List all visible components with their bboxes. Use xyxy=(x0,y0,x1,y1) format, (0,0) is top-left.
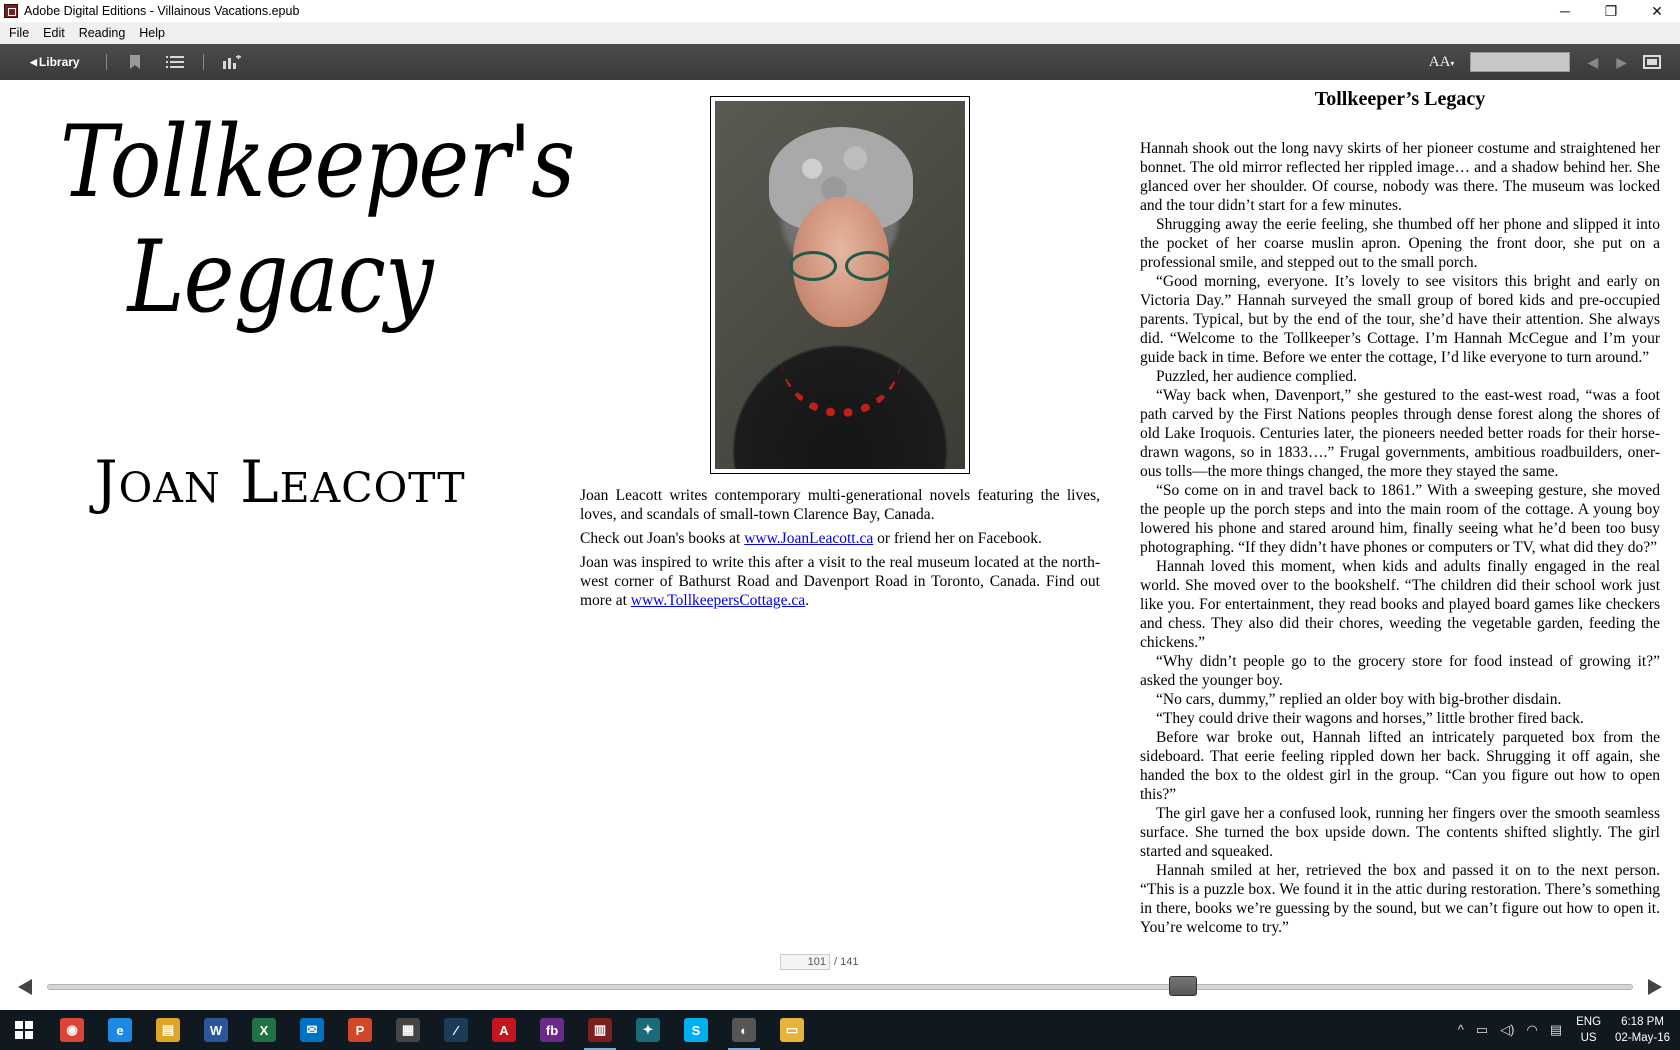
chapter-paragraph: The girl gave her a confused look, running her fingers over the smooth seamless surface. She turned the box upside down. The contents shifted slightly. The girl started and squeaked. xyxy=(1140,805,1660,860)
bio-text: Joan was inspired to write this after a visit to the real museum located at the north-west corner of Bathurst Road and Davenport Road in Toronto, Canada. Find out more at xyxy=(580,554,1100,609)
author-bio xyxy=(580,486,1100,615)
toolbar-separator xyxy=(203,54,204,70)
skype-icon: S xyxy=(684,1018,708,1042)
search-input[interactable] xyxy=(1470,52,1570,72)
calculator-taskbar-button[interactable] xyxy=(384,1010,432,1050)
minimize-button[interactable]: ─ xyxy=(1560,3,1570,19)
battery-icon[interactable]: ▭ xyxy=(1475,1022,1489,1037)
stock-chart-taskbar-button[interactable] xyxy=(432,1010,480,1050)
reader-toolbar xyxy=(0,44,1680,80)
outlook-icon: ✉ xyxy=(300,1018,324,1042)
bio-text: Check out Joan's books at xyxy=(580,530,745,547)
digital-editions-icon: ▥ xyxy=(588,1018,612,1042)
taskbar-apps xyxy=(48,1010,816,1050)
previous-page-icon[interactable] xyxy=(18,979,32,995)
chapter-paragraph: Hannah shook out the long navy skirts of her pioneer costume and straightened her bonnet. The old mirror reflected her rippled image… and a shadow behind her. She glanced over her shoulder. Of course, nobody was there. The museum was locked and the tour didn’t start for a few minutes. xyxy=(1140,140,1660,214)
menu-help[interactable]: Help xyxy=(139,26,165,40)
dragonfly-taskbar-button[interactable] xyxy=(624,1010,672,1050)
cover-title-line-2: Legacy xyxy=(127,220,433,335)
bio-text: . xyxy=(805,592,810,609)
chapter-paragraph: Before war broke out, Hannah lifted an intricately parqueted box from the sideboard. That eerie feeling rippled down her back. Shrugging it off again, she handed the box to the oldest girl in the group. “Can you figure out how to open this?” xyxy=(1140,729,1660,803)
excel-taskbar-button[interactable] xyxy=(240,1010,288,1050)
file-explorer-icon: ▤ xyxy=(156,1018,180,1042)
joanleacott-link[interactable]: www.JoanLeacott.ca xyxy=(744,530,874,547)
chrome-taskbar-button[interactable] xyxy=(48,1010,96,1050)
chapter-paragraph: Puzzled, her audience complied. xyxy=(1156,368,1357,385)
powerpoint-icon: P xyxy=(348,1018,372,1042)
language-code: ENG xyxy=(1576,1016,1602,1028)
menu-reading[interactable]: Reading xyxy=(78,26,126,40)
menu-file[interactable]: File xyxy=(9,26,30,40)
author-portrait xyxy=(715,101,965,469)
page-slider-track[interactable] xyxy=(47,984,1633,990)
chapter-paragraph: Hannah smiled at her, retrieved the box and passed it on to the next person. “This is a puzzle box. We found it in the attic during restoration. There’s something in there, books we’re guessing by the sound, but we can’t figure out how to open it. You’re welcome to try.” xyxy=(1140,862,1660,936)
chevron-up-icon[interactable]: ^ xyxy=(1457,1022,1464,1037)
title-bar xyxy=(0,0,1680,22)
page-number-input[interactable]: 101 xyxy=(780,954,830,970)
digital-editions-app-icon xyxy=(4,4,18,18)
close-button[interactable]: ✕ xyxy=(1651,2,1663,19)
chart-plus-icon[interactable] xyxy=(222,52,242,72)
notification-icon[interactable]: ▤ xyxy=(1549,1022,1563,1037)
chapter-paragraph: Hannah loved this moment, when kids and adults finally engaged in the real world. She moved over to the bookshelf. “The children did their school work just like you. For entertainment, they read books and played board games like checkers and chess. They also did their chores, weeding the vegetable garden, feeding the chickens.” xyxy=(1140,558,1660,651)
author-photo xyxy=(710,96,970,474)
library-label: Library xyxy=(38,55,80,69)
edge-taskbar-button[interactable] xyxy=(96,1010,144,1050)
language-indicator[interactable] xyxy=(1576,1014,1601,1046)
chapter-paragraph: “Good morning, everyone. It’s lovely to see visitors this bright and early on Victoria Day.” Hannah surveyed the small group of bored kids and pre-occupied parents. Typical, but by the end of the tour, she’d have their attention. She always did. “Welcome to the Tollkeeper’s Cottage. I’m Hannah McCegue and I’m your guide back in time. Before we enter the cottage, I’d like everyone to turn around.” xyxy=(1140,273,1660,366)
fb-app-icon: fb xyxy=(540,1018,564,1042)
windows-taskbar xyxy=(0,1010,1680,1050)
page-slider-thumb[interactable] xyxy=(1169,976,1197,996)
bio-text: or friend her on Facebook. xyxy=(873,530,1042,547)
bio-paragraph xyxy=(580,529,1100,548)
chapter-paragraph: “Why didn’t people go to the grocery store for food instead of growing it?” asked the younger boy. xyxy=(1140,653,1660,689)
bio-paragraph xyxy=(580,553,1100,610)
clock-time: 6:18 PM xyxy=(1621,1016,1664,1028)
start-button[interactable] xyxy=(0,1010,48,1050)
skype-taskbar-button[interactable] xyxy=(672,1010,720,1050)
word-icon: W xyxy=(204,1018,228,1042)
region-code: US xyxy=(1580,1032,1597,1044)
dragonfly-icon: ✦ xyxy=(636,1018,660,1042)
edge-icon: e xyxy=(108,1018,132,1042)
powerpoint-taskbar-button[interactable] xyxy=(336,1010,384,1050)
menu-bar xyxy=(0,22,1680,44)
restore-button[interactable]: ❐ xyxy=(1604,2,1618,19)
excel-icon: X xyxy=(252,1018,276,1042)
reading-pane xyxy=(0,80,1680,960)
file-explorer-taskbar-button[interactable] xyxy=(144,1010,192,1050)
monitor-app-icon: ◐ xyxy=(732,1018,756,1042)
calculator-icon: ▦ xyxy=(396,1018,420,1042)
font-size-button[interactable] xyxy=(1429,54,1455,71)
chevron-down-icon: ▾ xyxy=(1450,58,1455,68)
font-size-label: AA xyxy=(1428,53,1451,70)
tray-icons xyxy=(1452,1022,1568,1038)
chapter-paragraph: “So come on in and travel back to 1861.” With a sweeping gesture, she moved the people up the porch steps and into the main room of the cottage. A young boy lowered his phone and stared around him, finally seeing what he’d been too busy photographing. “If they didn’t have phones or computers or TV, what did they do?” xyxy=(1140,482,1660,556)
clock-date: 02-May-16 xyxy=(1615,1032,1670,1044)
folder-icon: ▭ xyxy=(780,1018,804,1042)
portrait-glasses xyxy=(789,251,893,277)
fb-app-taskbar-button[interactable] xyxy=(528,1010,576,1050)
folder-taskbar-button[interactable] xyxy=(768,1010,816,1050)
chapter-paragraph: Shrugging away the eerie feeling, she thumbed off her phone and slipped it into the pocket of her coarse muslin apron. Opening the front door, she put on a professional smile, and stepped out to the small porch. xyxy=(1140,216,1660,271)
chrome-icon: ◉ xyxy=(60,1018,84,1042)
cover-title xyxy=(60,105,575,335)
next-result-icon[interactable]: ▶ xyxy=(1616,53,1627,70)
toolbar-separator xyxy=(106,54,107,70)
digital-editions-taskbar-button[interactable] xyxy=(576,1010,624,1050)
stock-chart-icon: ∕ xyxy=(444,1018,468,1042)
clock[interactable] xyxy=(1615,1014,1670,1046)
outlook-taskbar-button[interactable] xyxy=(288,1010,336,1050)
cover-title-line-1: Tollkeeper's xyxy=(60,105,575,220)
page-total: / 141 xyxy=(834,956,859,968)
acrobat-taskbar-button[interactable] xyxy=(480,1010,528,1050)
chapter-paragraph: “Way back when, Davenport,” she gestured to the east-west road, “was a foot path carved by the First Nations peoples through dense forest along the shores of old Lake Iroquois. Centuries later, the pioneers needed better roads for their horse-drawn wagons, so in 1833….” Frugal governments, ambitious roadbuilders, oner-ous tolls—the more things changed, the more they stayed the same. xyxy=(1140,387,1660,480)
tollkeeperscottage-link[interactable]: www.TollkeepersCottage.ca xyxy=(630,592,806,609)
cover-author: Joan Leacott xyxy=(94,448,466,516)
bookmark-icon[interactable] xyxy=(125,52,145,72)
acrobat-icon: A xyxy=(492,1018,516,1042)
menu-edit[interactable]: Edit xyxy=(43,26,65,40)
fullscreen-icon[interactable] xyxy=(1642,52,1662,72)
chapter-page xyxy=(1140,88,1660,937)
chapter-paragraph: “They could drive their wagons and horses,” little brother fired back. xyxy=(1156,710,1584,727)
wifi-icon[interactable]: ◠ xyxy=(1526,1022,1538,1037)
previous-result-icon[interactable]: ◀ xyxy=(1587,53,1599,70)
system-tray xyxy=(1452,1010,1680,1050)
next-page-icon[interactable] xyxy=(1648,979,1662,995)
word-taskbar-button[interactable] xyxy=(192,1010,240,1050)
monitor-app-taskbar-button[interactable] xyxy=(720,1010,768,1050)
portrait-necklace xyxy=(781,347,901,417)
windows-logo-icon xyxy=(15,1021,33,1039)
chapter-paragraph: “No cars, dummy,” replied an older boy with big-brother disdain. xyxy=(1156,691,1562,708)
library-button[interactable] xyxy=(30,55,80,69)
volume-icon[interactable]: ◁) xyxy=(1500,1022,1515,1037)
chapter-title: Tollkeeper’s Legacy xyxy=(1314,88,1486,110)
window-title: Adobe Digital Editions - Villainous Vacations.epub xyxy=(24,4,300,18)
triangle-left-icon: ◀ xyxy=(30,56,37,67)
list-icon[interactable] xyxy=(165,52,185,72)
bio-paragraph: Joan Leacott writes contemporary multi-generational novels featuring the lives, loves, and scandals of small-town Clarence Bay, Canada. xyxy=(580,487,1100,523)
page-counter xyxy=(780,954,858,970)
